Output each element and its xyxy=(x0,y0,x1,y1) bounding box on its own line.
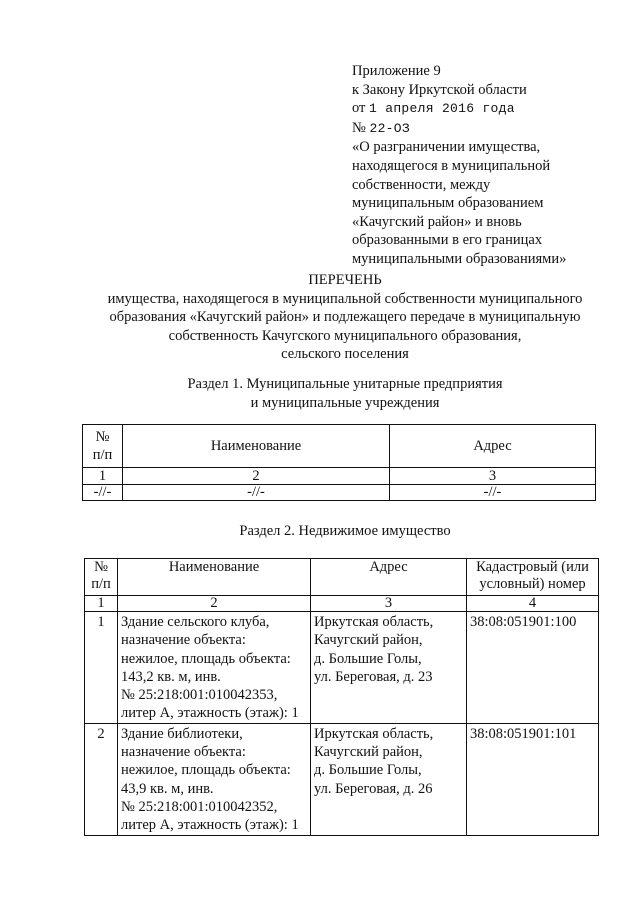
appendix-date xyxy=(352,99,622,119)
table-row xyxy=(83,485,596,501)
date-prefix: от xyxy=(352,100,366,117)
column-number: 2 xyxy=(118,596,311,612)
header-cell-name: Наименование xyxy=(123,425,390,468)
property-name: Здание сельского клуба, назначение объекта: нежилое, площадь объекта: 143,2 кв. м, инв. № 25:218:001:010042353, литер А, этажность (этаж): 1 xyxy=(118,612,311,724)
column-number: 1 xyxy=(85,596,118,612)
section1-title-line: Раздел 1. Муниципальные унитарные предприятия xyxy=(187,376,503,392)
law-title-line: «Качугский район» и вновь xyxy=(352,213,522,230)
property-name: Здание библиотеки, назначение объекта: нежилое, площадь объекта: 43,9 кв. м, инв. № 25:218:001:010042352, литер А, этажность (этаж): 1 xyxy=(118,723,311,835)
law-title-line: муниципальными образованиями» xyxy=(352,250,567,267)
table-cell: -//- xyxy=(390,485,596,501)
document-title xyxy=(60,271,630,364)
property-address: Иркутская область, Качугский район, д. Большие Голы, ул. Береговая, д. 26 xyxy=(311,723,467,835)
appendix-law-ref: к Закону Иркутской области xyxy=(352,81,527,98)
title-line: сельского поселения xyxy=(281,346,409,363)
header-cell-name: Наименование xyxy=(118,559,311,596)
column-number: 2 xyxy=(123,468,390,485)
table-cell: -//- xyxy=(123,485,390,501)
number-prefix: № xyxy=(352,119,366,136)
row-number: 2 xyxy=(85,723,118,835)
section2-table xyxy=(84,558,599,836)
appendix-block xyxy=(352,62,622,269)
table-row xyxy=(85,612,599,724)
header-cell-address: Адрес xyxy=(390,425,596,468)
table-row xyxy=(85,723,599,835)
cadastral-number: 38:08:051901:101 xyxy=(467,723,599,835)
law-title-line: «О разграничении имущества, xyxy=(352,139,541,156)
appendix-law-number xyxy=(352,119,622,139)
table-header-row xyxy=(83,425,596,468)
table-cell: -//- xyxy=(83,485,123,501)
header-cell-number: № п/п xyxy=(83,425,123,468)
law-title-line: собственности, между xyxy=(352,176,491,193)
column-number: 4 xyxy=(467,596,599,612)
row-number: 1 xyxy=(85,612,118,724)
property-address: Иркутская область, Качугский район, д. Большие Голы, ул. Береговая, д. 23 xyxy=(311,612,467,724)
date-value: 1 апреля 2016 года xyxy=(369,101,515,117)
law-title-line: образованными в его границах xyxy=(352,232,543,249)
header-cell-number: № п/п xyxy=(85,559,118,596)
header-cell-address: Адрес xyxy=(311,559,467,596)
title-heading: ПЕРЕЧЕНЬ xyxy=(308,272,382,288)
title-line: имущества, находящегося в муниципальной собственности муниципального xyxy=(107,290,583,307)
law-title-line: муниципальным образованием xyxy=(352,195,544,212)
title-line: образования «Качугский район» и подлежащего передаче в муниципальную xyxy=(109,309,581,326)
section1-title xyxy=(60,375,630,412)
law-title-line: находящегося в муниципальной xyxy=(352,157,551,174)
column-number-row xyxy=(85,596,599,612)
number-value: 22-ОЗ xyxy=(369,120,410,136)
column-number: 1 xyxy=(83,468,123,485)
column-number: 3 xyxy=(390,468,596,485)
section1-table xyxy=(82,424,596,501)
cadastral-number: 38:08:051901:100 xyxy=(467,612,599,724)
header-cell-cadastral: Кадастровый (или условный) номер xyxy=(467,559,599,596)
column-number-row xyxy=(83,468,596,485)
table-header-row xyxy=(85,559,599,596)
appendix-number: Приложение 9 xyxy=(352,63,441,79)
section2-title: Раздел 2. Недвижимое имущество xyxy=(239,523,451,539)
title-line: собственность Качугского муниципального образования, xyxy=(168,327,522,344)
column-number: 3 xyxy=(311,596,467,612)
section1-title-line: и муниципальные учреждения xyxy=(250,394,440,411)
